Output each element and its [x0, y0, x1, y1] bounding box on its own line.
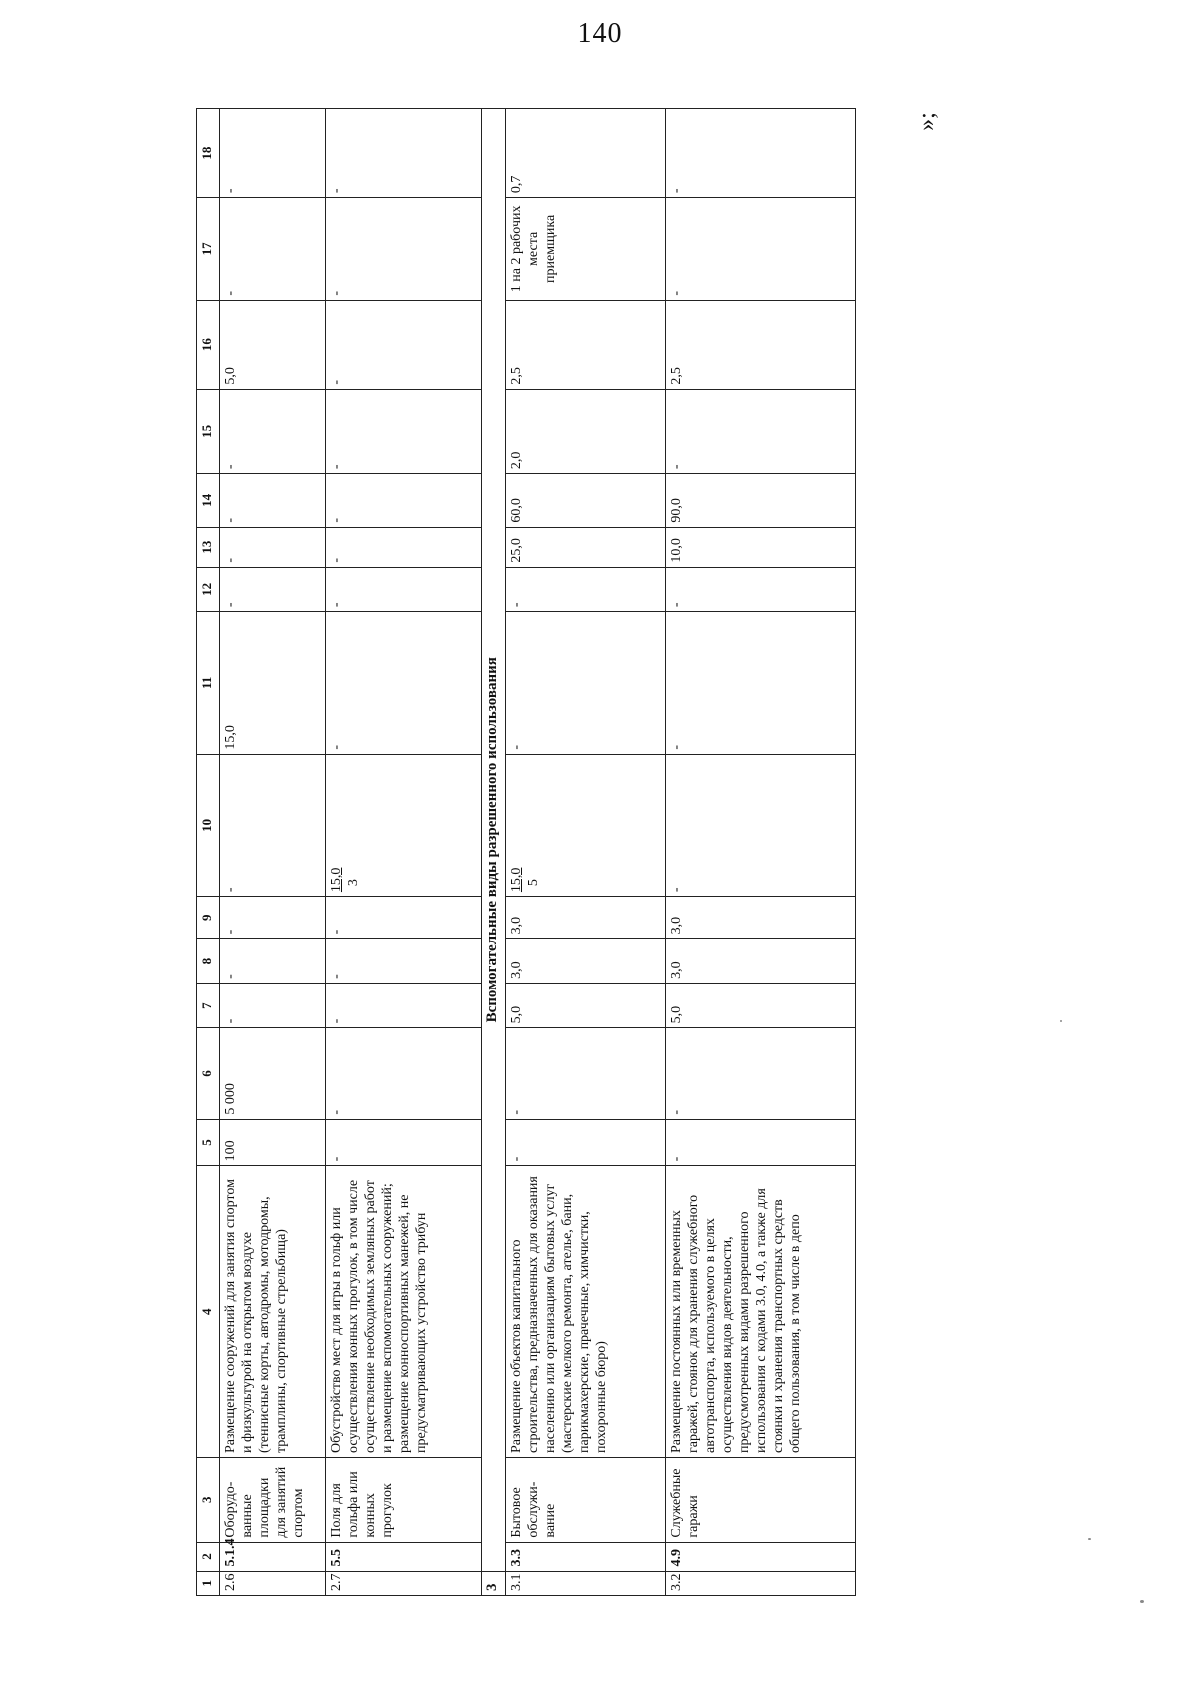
section-row	[482, 109, 506, 1596]
cell-col13: -	[220, 527, 326, 567]
fraction-value	[222, 886, 239, 892]
header-cell: 2	[197, 1542, 220, 1571]
cell-col10	[506, 754, 666, 896]
fraction-value	[668, 886, 685, 892]
header-cell: 17	[197, 198, 220, 300]
cell-col5: -	[326, 1119, 482, 1166]
cell-col14: -	[220, 474, 326, 527]
use-description: Размещение сооружений для занятия спортом и физкультурой на открытом воздухе (теннисные корты, автодромы, мотодромы, трамплины, спортивные стрельбища)	[220, 1166, 326, 1458]
cell-col12: -	[326, 567, 482, 612]
cell-col17: -	[326, 198, 482, 300]
cell-col6: -	[506, 1028, 666, 1119]
cell-col13: 25,0	[506, 527, 666, 567]
cell-col11: -	[326, 612, 482, 754]
cell-col7: 5,0	[506, 983, 666, 1028]
header-cell: 10	[197, 754, 220, 896]
cell-col13: 10,0	[666, 527, 856, 567]
cell-col11: -	[506, 612, 666, 754]
cell-col9: 3,0	[506, 897, 666, 939]
scan-speck	[1140, 1600, 1144, 1603]
scan-speck	[1088, 1538, 1091, 1540]
fraction-denominator: 5	[526, 879, 541, 887]
fraction-value	[328, 868, 362, 893]
row-number: 3.1	[506, 1571, 666, 1595]
cell-col5: 100	[220, 1119, 326, 1166]
cell-col6: -	[666, 1028, 856, 1119]
header-cell: 15	[197, 389, 220, 474]
cell-col16: 5,0	[220, 300, 326, 389]
use-code: 5.1.4	[220, 1542, 326, 1571]
cell-col10	[326, 754, 482, 896]
header-cell: 16	[197, 300, 220, 389]
fraction-value	[508, 868, 542, 893]
use-name: Служебные гаражи	[666, 1458, 856, 1543]
header-cell: 7	[197, 983, 220, 1028]
cell-col9: -	[326, 897, 482, 939]
header-cell: 11	[197, 612, 220, 754]
cell-col11: 15,0	[220, 612, 326, 754]
use-description: Размещение постоянных или временных гаражей, стоянок для хранения служебного автотранспорта, используемого в целях осуществления видов деятельности, предусмотренных видами разрешенного использования с кодами 3.0, 4.0, а также для стоянки и хранения транспортных средств общего пользования, в том числе в депо	[666, 1166, 856, 1458]
fraction-numerator: -	[669, 887, 684, 893]
cell-col9: 3,0	[666, 897, 856, 939]
cell-col16: 2,5	[666, 300, 856, 389]
header-cell: 1	[197, 1571, 220, 1595]
cell-col14: 60,0	[506, 474, 666, 527]
cell-col13: -	[326, 527, 482, 567]
land-use-table	[196, 108, 856, 1596]
cell-col18: -	[666, 109, 856, 198]
cell-col10	[666, 754, 856, 896]
page-number: 140	[577, 18, 623, 49]
header-cell: 12	[197, 567, 220, 612]
fraction-numerator: 15,0	[509, 867, 524, 893]
header-cell: 6	[197, 1028, 220, 1119]
cell-col18: -	[326, 109, 482, 198]
row-number: 3.2	[666, 1571, 856, 1595]
cell-col5: -	[666, 1119, 856, 1166]
cell-col12: -	[666, 567, 856, 612]
cell-col6: 5 000	[220, 1028, 326, 1119]
header-cell: 14	[197, 474, 220, 527]
cell-col14: 90,0	[666, 474, 856, 527]
header-cell: 4	[197, 1166, 220, 1458]
section-number: 3	[482, 1571, 506, 1595]
use-code: 3.3	[506, 1542, 666, 1571]
cell-col17: -	[666, 198, 856, 300]
cell-col7: 5,0	[666, 983, 856, 1028]
fraction-numerator: -	[223, 887, 238, 893]
header-cell: 8	[197, 939, 220, 984]
cell-col11: -	[666, 612, 856, 754]
cell-col16: -	[326, 300, 482, 389]
section-title: Вспомогательные виды разрешенного использования	[482, 109, 506, 1572]
row-number: 2.7	[326, 1571, 482, 1595]
cell-col18: 0,7	[506, 109, 666, 198]
cell-col17: 1 на 2 рабочих места приемщика	[506, 198, 666, 300]
use-name: Оборудо-ванные площадки для занятий спортом	[220, 1458, 326, 1543]
cell-col18: -	[220, 109, 326, 198]
use-code: 5.5	[326, 1542, 482, 1571]
cell-col5: -	[506, 1119, 666, 1166]
table-row	[326, 109, 482, 1596]
scan-speck	[1060, 1020, 1062, 1022]
cell-col14: -	[326, 474, 482, 527]
header-cell: 18	[197, 109, 220, 198]
cell-col6: -	[326, 1028, 482, 1119]
table-row	[220, 109, 326, 1596]
cell-col10	[220, 754, 326, 896]
header-cell: 3	[197, 1458, 220, 1543]
use-name: Бытовое обслужи-вание	[506, 1458, 666, 1543]
header-cell: 5	[197, 1119, 220, 1166]
cell-col16: 2,5	[506, 300, 666, 389]
header-cell: 9	[197, 897, 220, 939]
cell-col7: -	[220, 983, 326, 1028]
cell-col15: -	[326, 389, 482, 474]
use-name: Поля для гольфа или конных прогулок	[326, 1458, 482, 1543]
fraction-numerator: 15,0	[329, 867, 344, 893]
cell-col12: -	[220, 567, 326, 612]
rotated-content	[196, 108, 906, 1596]
header-cell: 13	[197, 527, 220, 567]
use-code: 4.9	[666, 1542, 856, 1571]
cell-col12: -	[506, 567, 666, 612]
cell-col15: -	[220, 389, 326, 474]
row-number: 2.6	[220, 1571, 326, 1595]
cell-col9: -	[220, 897, 326, 939]
cell-col8: 3,0	[666, 939, 856, 984]
rotated-table-frame	[196, 108, 906, 1596]
cell-col15: -	[666, 389, 856, 474]
header-row	[197, 109, 220, 1596]
cell-col8: 3,0	[506, 939, 666, 984]
use-description: Обустройство мест для игры в гольф или осуществления конных прогулок, в том числе осуществление необходимых земляных работ и размещение вспомогательных сооружений; размещение конноспортивных манежей, не предусматривающих устройство трибун	[326, 1166, 482, 1458]
closing-quote-mark: »;	[913, 112, 940, 131]
cell-col7: -	[326, 983, 482, 1028]
table-row	[506, 109, 666, 1596]
cell-col15: 2,0	[506, 389, 666, 474]
fraction-denominator: 3	[346, 879, 361, 887]
cell-col17: -	[220, 198, 326, 300]
cell-col8: -	[326, 939, 482, 984]
cell-col8: -	[220, 939, 326, 984]
table-row	[666, 109, 856, 1596]
use-description: Размещение объектов капитального строительства, предназначенных для оказания населению или организациям бытовых услуг (мастерские мелкого ремонта, ателье, бани, парикмахерские, прачечные, химчистки, похоронные бюро)	[506, 1166, 666, 1458]
